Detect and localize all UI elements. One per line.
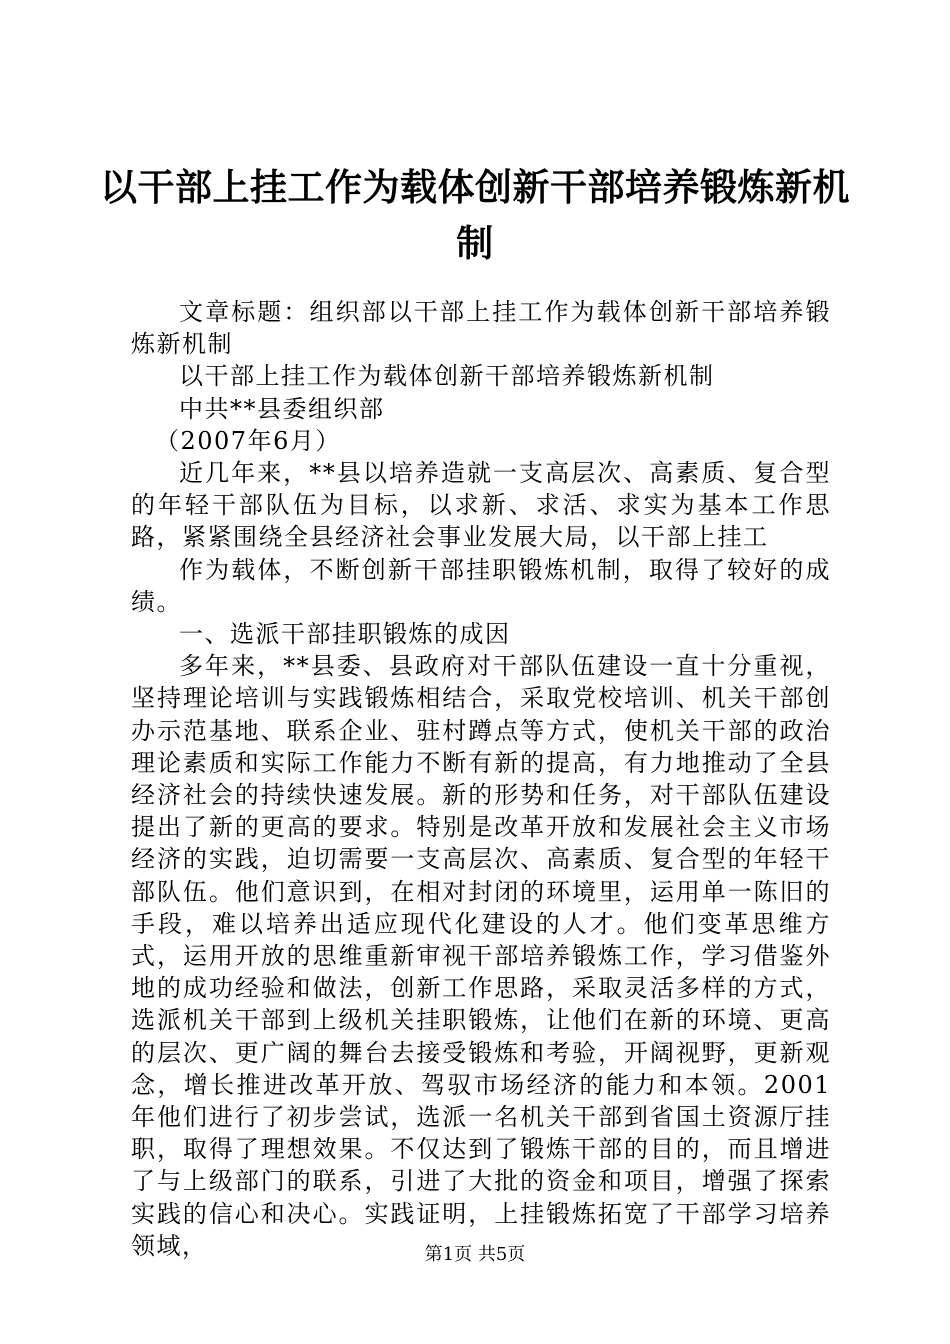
paragraph: 作为载体，不断创新干部挂职锻炼机制，取得了较好的成绩。	[131, 555, 831, 616]
paragraph: 近几年来，**县以培养造就一支高层次、高素质、复合型的年轻干部队伍为目标，以求新、求活、求实为基本工作思路，紧紧围绕全县经济社会事业发展大局，以干部上挂工	[131, 459, 831, 552]
section-heading: 一、选派干部挂职锻炼的成因	[179, 620, 511, 649]
document-body	[131, 296, 831, 1262]
page-footer: 第1页 共5页	[424, 1244, 526, 1265]
article-title-line: 文章标题：组织部以干部上挂工作为载体创新干部培养锻炼新机制	[131, 298, 831, 359]
author-line: 中共**县委组织部	[179, 394, 385, 423]
paragraph: 多年来，**县委、县政府对干部队伍建设一直十分重视，坚持理论培训与实践锻炼相结合，采取党校培训、机关干部创办示范基地、联系企业、驻村蹲点等方式，使机关干部的政治理论素质和实际工作能力不断有新的提高，有力地推动了全县经济社会的持续快速发展。新的形势和任务，对干部队伍建设提出了新的更高的要求。特别是改革开放和发展社会主义市场经济的实践，迫切需要一支高层次、高素质、复合型的年轻干部队伍。他们意识到，在相对封闭的环境里，运用单一陈旧的手段，难以培养出适应现代化建设的人才。他们变革思维方式，运用开放的思维重新审视干部培养锻炼工作，学习借鉴外地的成功经验和做法，创新工作思路，采取灵活多样的方式，选派机关干部到上级机关挂职锻炼，让他们在新的环境、更高的层次、更广阔的舞台去接受锻炼和考验，开阔视野，更新观念，增长推进改革开放、驾驭市场经济的能力和本领。2001年他们进行了初步尝试，选派一名机关干部到省国土资源厅挂职，取得了理想效果。不仅达到了锻炼干部的目的，而且增进了与上级部门的联系，引进了大批的资金和项目，增强了探索实践的信心和决心。实践证明，上挂锻炼拓宽了干部学习培养领域，	[131, 652, 831, 1260]
date-line: （2007年6月）	[155, 426, 341, 455]
document-title: 以干部上挂工作为载体创新干部培养锻炼新机制	[100, 166, 850, 265]
subtitle-line: 以干部上挂工作为载体创新干部培养锻炼新机制	[179, 362, 715, 391]
